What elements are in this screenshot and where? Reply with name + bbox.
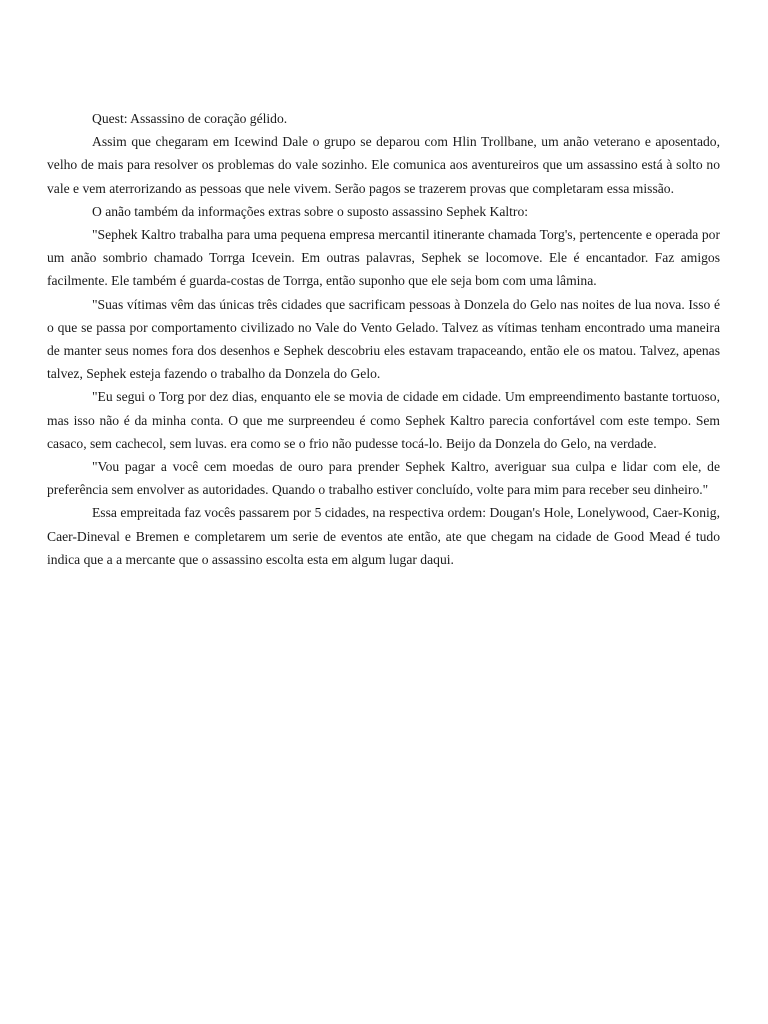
document-body xyxy=(47,107,720,571)
paragraph-quote-3: "Eu segui o Torg por dez dias, enquanto ele se movia de cidade em cidade. Um empreendimento bastante tortuoso, mas isso não é da minha conta. O que me surpreendeu é como Sephek Kaltro parecia confortável com este tempo. Sem casaco, sem cachecol, sem luvas. era como se o frio não pudesse tocá-lo. Beijo da Donzela do Gelo, na verdade. xyxy=(47,389,720,451)
paragraph-quote-1: "Sephek Kaltro trabalha para uma pequena empresa mercantil itinerante chamada Torg's, pertencente e operada por um anão sombrio chamado Torrga Icevein. Em outras palavras, Sephek se locomove. Ele é encantador. Faz amigos facilmente. Ele também é guarda-costas de Torrga, então suponho que ele seja bom com uma lâmina. xyxy=(47,227,720,289)
paragraph-extra-info: O anão também da informações extras sobre o suposto assassino Sephek Kaltro: xyxy=(92,203,529,219)
quest-title: Quest: Assassino de coração gélido. xyxy=(92,111,288,126)
paragraph-quote-4: "Vou pagar a você cem moedas de ouro para prender Sephek Kaltro, averiguar sua culpa e lidar com ele, de preferência sem envolver as autoridades. Quando o trabalho estiver concluído, volte para mim para receber seu dinheiro." xyxy=(47,459,720,498)
paragraph-intro: Assim que chegaram em Icewind Dale o grupo se deparou com Hlin Trollbane, um anão veterano e aposentado, velho de mais para resolver os problemas do vale sozinho. Ele comunica aos aventureiros que um assassino está à solto no vale e vem aterrorizando as pessoas que nele vivem. Serão pagos se trazerem provas que completaram essa missão. xyxy=(47,134,720,196)
paragraph-conclusion: Essa empreitada faz vocês passarem por 5 cidades, na respectiva ordem: Dougan's Hole, Lonelywood, Caer-Konig, Caer-Dineval e Bremen e completarem um serie de eventos ate então, ate que chegam na cidade de Good Mead é tudo indica que a a mercante que o assassino escolta esta em algum lugar daqui. xyxy=(47,505,720,567)
paragraph-quote-2: "Suas vítimas vêm das únicas três cidades que sacrificam pessoas à Donzela do Gelo nas noites de lua nova. Isso é o que se passa por comportamento civilizado no Vale do Vento Gelado. Talvez as vítimas tenham encontrado uma maneira de manter seus nomes fora dos desenhos e Sephek descobriu eles estavam trapaceando, então ele os matou. Talvez, apenas talvez, Sephek esteja fazendo o trabalho da Donzela do Gelo. xyxy=(47,296,720,382)
